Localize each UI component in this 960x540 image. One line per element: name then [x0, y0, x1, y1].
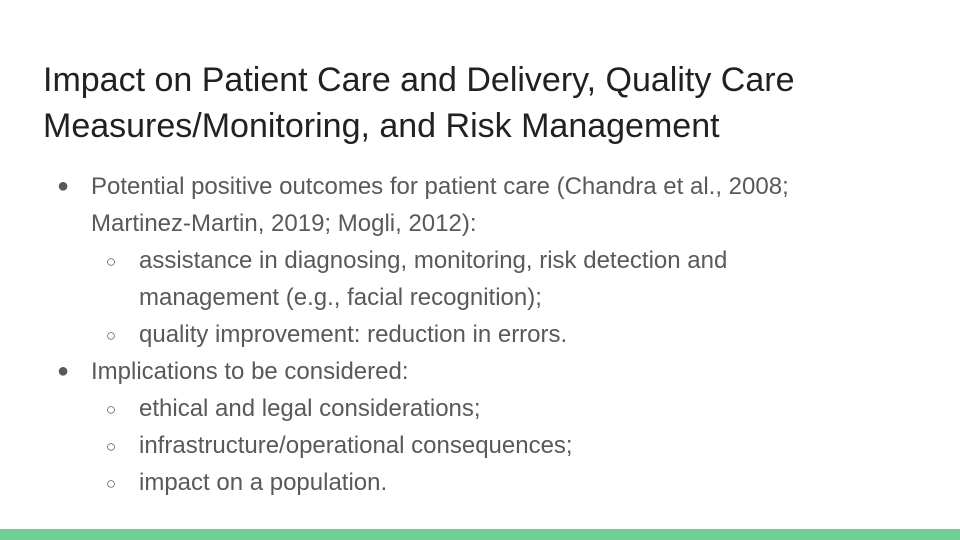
hollow-circle-icon: ○: [105, 437, 117, 456]
sub-bullet-item: [91, 427, 819, 464]
hollow-circle-icon: ○: [105, 252, 117, 271]
sub-bullet-text: impact on a population.: [139, 469, 388, 496]
hollow-circle-icon: ○: [105, 474, 117, 493]
sub-bullet-text: ethical and legal considerations;: [139, 395, 481, 422]
bullet-dot-icon: ●: [56, 360, 70, 382]
slide-title-line-2: Measures/Monitoring, and Risk Management: [43, 107, 720, 145]
sub-bullet-list: [91, 242, 871, 353]
sub-bullet-item: [91, 390, 819, 427]
sub-bullet-item: [91, 316, 819, 353]
hollow-circle-icon: ○: [105, 326, 117, 345]
bullet-item-implications: [0, 353, 871, 501]
sub-bullet-list: [91, 390, 871, 501]
bullet-dot-icon: ●: [56, 175, 70, 197]
slide-title-line-1: Impact on Patient Care and Delivery, Quality Care: [43, 61, 795, 99]
bullet-text: Implications to be considered:: [91, 358, 409, 385]
sub-bullet-item: [91, 242, 819, 316]
bullet-text: Potential positive outcomes for patient care (Chandra et al., 2008; Martinez-Martin, 2019; Mogli, 2012):: [91, 173, 789, 237]
slide-title: [43, 57, 923, 149]
sub-bullet-text: infrastructure/operational consequences;: [139, 432, 573, 459]
footer-accent-bar: [0, 529, 960, 540]
bullet-item-positive-outcomes: [0, 168, 871, 353]
bullet-list: [0, 168, 960, 501]
sub-bullet-text: quality improvement: reduction in errors.: [139, 321, 568, 348]
hollow-circle-icon: ○: [105, 400, 117, 419]
sub-bullet-item: [91, 464, 819, 501]
sub-bullet-text: assistance in diagnosing, monitoring, risk detection and management (e.g., facial recognition);: [139, 247, 728, 311]
